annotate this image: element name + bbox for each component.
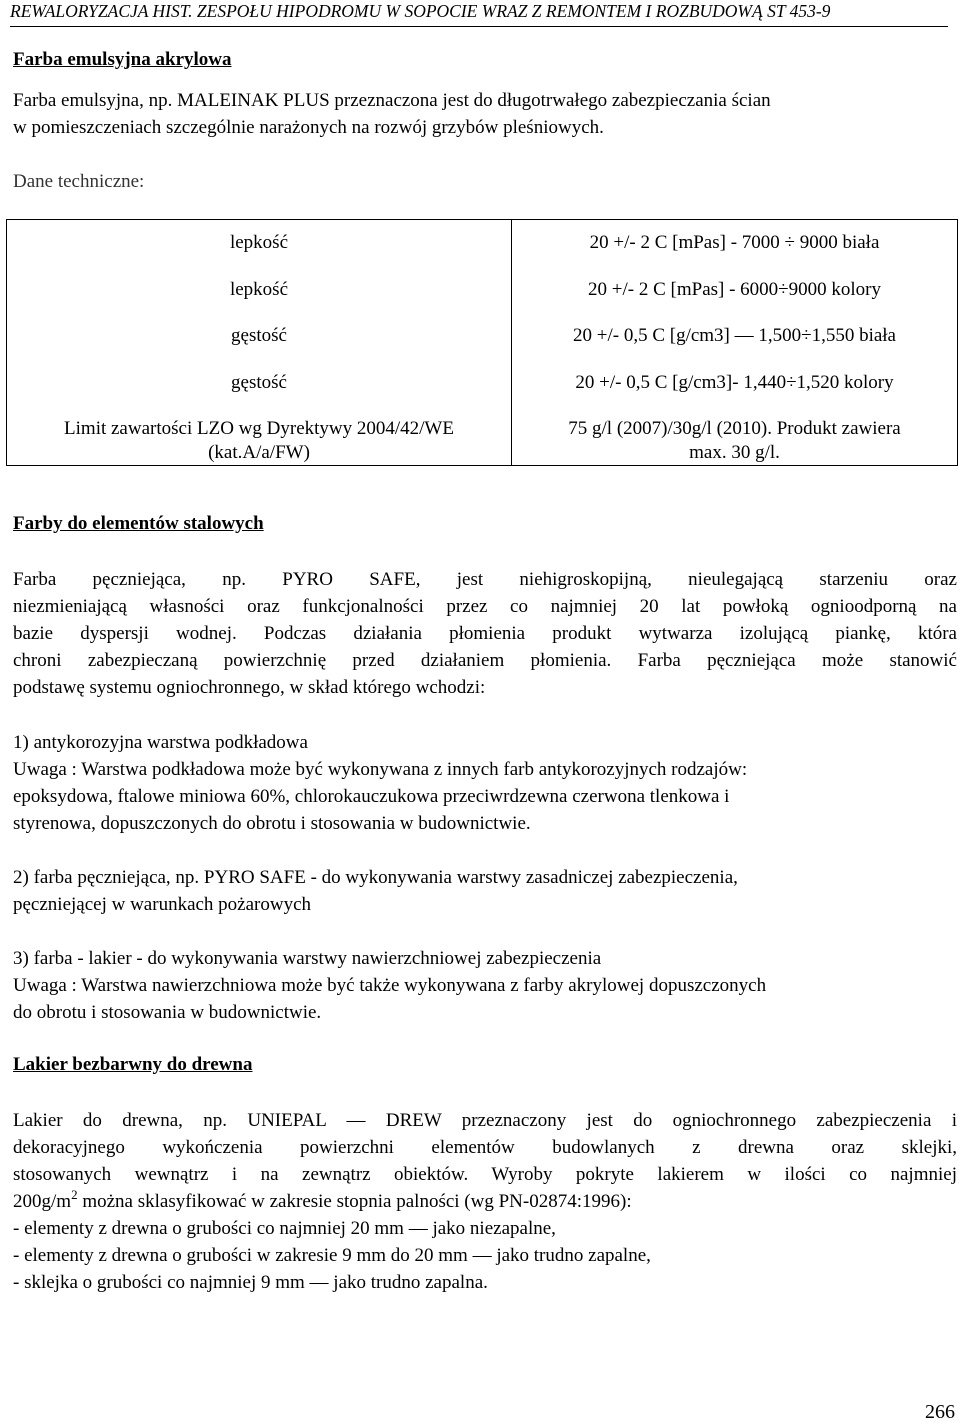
table-param: lepkość <box>229 278 289 300</box>
item-3-line: Uwaga : Warstwa nawierzchniowa może być także wykonywana z farby akrylowej dopuszczonych <box>13 975 767 996</box>
table-value: 20 +/- 0,5 C [g/cm3] — 1,500÷1,550 biała <box>573 325 896 346</box>
heading-wood-varnish: Lakier bezbarwny do drewna <box>13 1054 253 1075</box>
item-3-line: do obrotu i stosowania w budownictwie. <box>13 1002 322 1023</box>
paragraph-line: Lakier do drewna, np. UNIEPAL — DREW przeznaczony jest do ogniochronnego zabezpieczenia i <box>13 1110 957 1131</box>
intro-line-1: Farba emulsyjna, np. MALEINAK PLUS przeznaczona jest do długotrwałego zabezpieczania ścian <box>13 90 771 111</box>
page-number: 266 <box>925 1401 955 1423</box>
item-1-line: styrenowa, dopuszczonych do obrotu i stosowania w budownictwie. <box>13 813 531 834</box>
density-value: 200g/m <box>13 1191 72 1212</box>
heading-emulsion-paint: Farba emulsyjna akrylowa <box>13 49 232 70</box>
paragraph-line: bazie dyspersji wodnej. Podczas działania płomienia produkt wytwarza izolującą piankę, która <box>13 623 957 644</box>
item-3-line: 3) farba - lakier - do wykonywania warstwy nawierzchniowej zabezpieczenia <box>13 948 602 969</box>
bullet-item: - sklejka o grubości co najmniej 9 mm — jako trudno zapalna. <box>13 1272 488 1293</box>
steel-paragraph <box>13 566 957 701</box>
item-1-line: epoksydowa, ftalowe miniowa 60%, chlorokauczukowa przeciwrdzewna czerwona tlenkowa i <box>13 786 730 807</box>
table-param: (kat.A/a/FW) <box>208 442 310 463</box>
table-value: 20 +/- 0,5 C [g/cm3]- 1,440÷1,520 kolory <box>575 371 894 393</box>
item-1-line: Uwaga : Warstwa podkładowa może być wykonywana z innych farb antykorozyjnych rodzajów: <box>13 759 748 780</box>
paragraph-line: chroni zabezpieczaną powierzchnię przed działaniem płomienia. Farba pęczniejąca może stanowić <box>13 650 957 671</box>
table-value: max. 30 g/l. <box>689 442 780 463</box>
item-2-line: pęczniejącej w warunkach pożarowych <box>13 894 312 915</box>
wood-paragraph <box>13 1107 957 1188</box>
superscript-2: 2 <box>71 1187 78 1202</box>
intro-line-2: w pomieszczeniach szczególnie narażonych na rozwój grzybów pleśniowych. <box>13 117 604 138</box>
table-left-cell <box>7 220 512 466</box>
item-1-line: 1) antykorozyjna warstwa podkładowa <box>13 732 308 753</box>
running-header: REWALORYZACJA HIST. ZESPOŁU HIPODROMU W SOPOCIE WRAZ Z REMONTEM I ROZBUDOWĄ ST 453-9 <box>10 1 831 21</box>
classification-line <box>13 1188 632 1215</box>
paragraph-line: stosowanych wewnątrz i na zewnątrz obiektów. Wyroby pokryte lakierem w ilości co najmniej <box>13 1164 957 1185</box>
bullet-item: - elementy z drewna o grubości w zakresie 9 mm do 20 mm — jako trudno zapalne, <box>13 1245 651 1266</box>
heading-steel-paints: Farby do elementów stalowych <box>13 513 264 534</box>
table-value: 75 g/l (2007)/30g/l (2010). Produkt zawiera <box>568 418 901 439</box>
paragraph-line: dekoracyjnego wykończenia powierzchni elementów budowlanych z drewna oraz sklejki, <box>13 1137 957 1158</box>
table-param: Limit zawartości LZO wg Dyrektywy 2004/42/WE <box>64 418 454 439</box>
table-right-cell <box>512 220 958 466</box>
item-2-line: 2) farba pęczniejąca, np. PYRO SAFE - do wykonywania warstwy zasadniczej zabezpieczenia, <box>13 867 738 888</box>
classification-text: można sklasyfikować w zakresie stopnia palności (wg PN-02874:1996): <box>77 1191 632 1212</box>
table-param: gęstość <box>231 325 287 346</box>
table-param: lepkość <box>229 232 289 253</box>
tech-data-label: Dane techniczne: <box>13 171 145 192</box>
table-value: 20 +/- 2 C [mPas] - 7000 ÷ 9000 biała <box>589 232 880 253</box>
header-rule <box>10 26 948 27</box>
table-value: 20 +/- 2 C [mPas] - 6000÷9000 kolory <box>588 278 881 300</box>
paragraph-line: podstawę systemu ogniochronnego, w skład którego wchodzi: <box>13 677 486 698</box>
table-param: gęstość <box>231 371 287 393</box>
paragraph-line: Farba pęczniejąca, np. PYRO SAFE, jest niehigroskopijną, nieulegającą starzeniu oraz <box>13 569 957 590</box>
tech-data-table <box>6 219 958 466</box>
bullet-item: - elementy z drewna o grubości co najmniej 20 mm — jako niezapalne, <box>13 1218 556 1239</box>
paragraph-line: niezmieniającą własności oraz funkcjonalności przez co najmniej 20 lat powłoką ognioodporną na <box>13 596 957 617</box>
